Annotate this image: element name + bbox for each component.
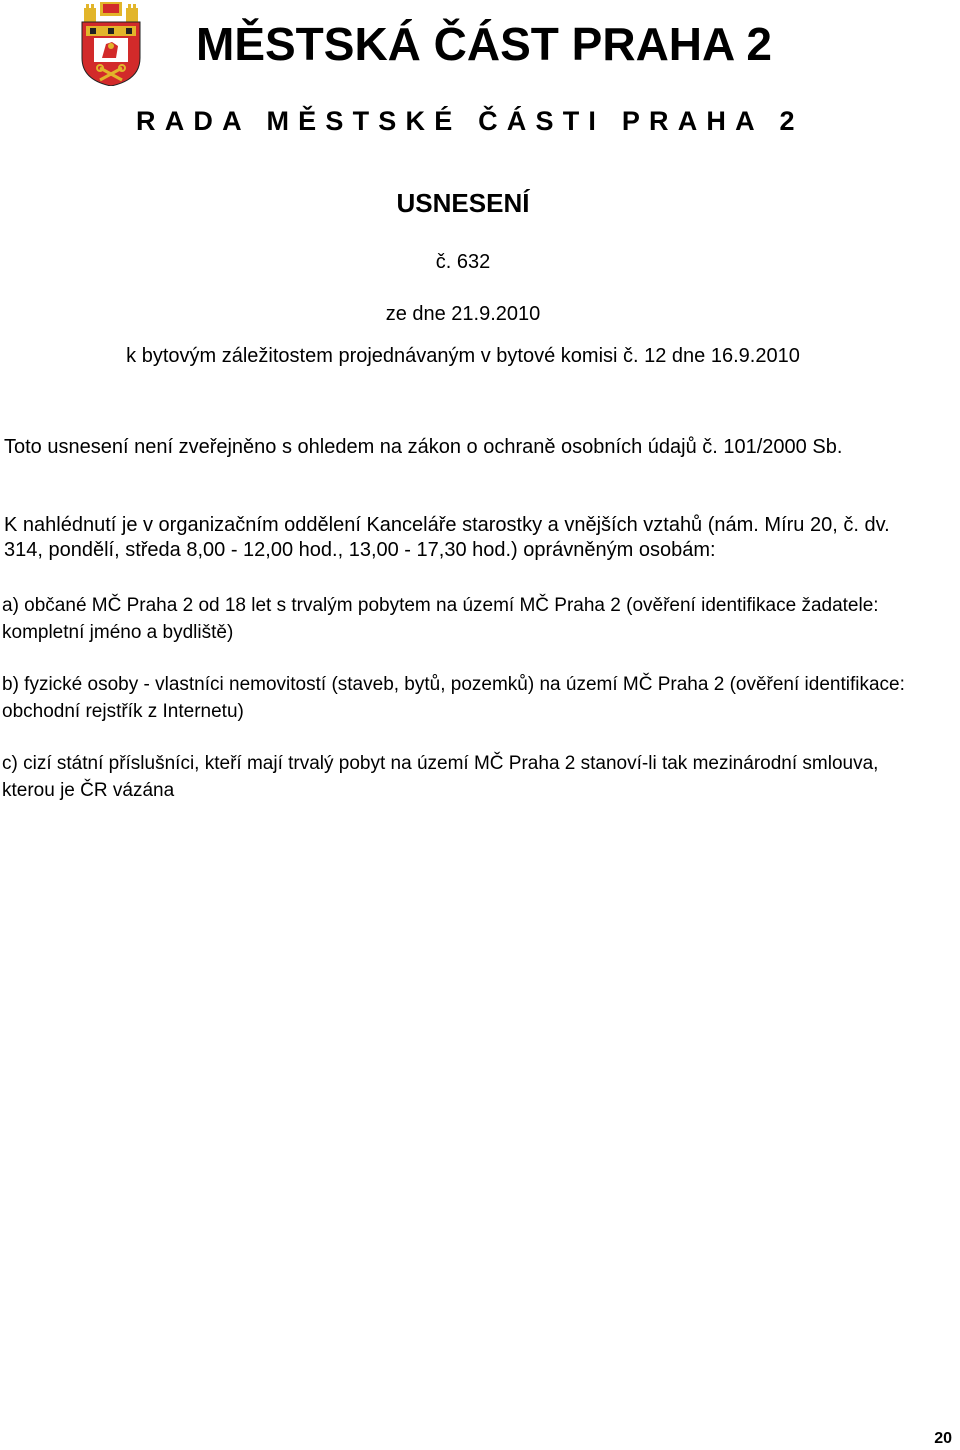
org-name: MĚSTSKÁ ČÁST PRAHA 2: [196, 18, 772, 70]
city-crest-icon: [80, 2, 142, 86]
council-name: RADA MĚSTSKÉ ČÁSTI PRAHA 2: [136, 106, 804, 136]
resolution-number: č. 632: [435, 251, 491, 273]
privacy-notice: Toto usnesení není zveřejněno s ohledem na zákon o ochraně osobních údajů č. 101/2000 Sb.: [4, 436, 843, 458]
resolution-subject: k bytovým záležitostem projednávaným v bytové komisi č. 12 dne 16.9.2010: [126, 345, 800, 367]
page-number: 20: [934, 1430, 952, 1447]
list-item-c: c) cizí státní příslušníci, kteří mají trvalý pobyt na území MČ Praha 2 stanoví-li tak mezinárodní smlouva, kterou je ČR vázána: [2, 753, 879, 801]
list-item-b: b) fyzické osoby - vlastníci nemovitostí (staveb, bytů, pozemků) na území MČ Praha 2 (ověření identifikace: obchodní rejstřík z Internetu): [2, 674, 905, 722]
document-title: USNESENÍ: [396, 188, 530, 218]
resolution-date: ze dne 21.9.2010: [385, 303, 541, 325]
list-item-a: a) občané MČ Praha 2 od 18 let s trvalým pobytem na území MČ Praha 2 (ověření identifikace žadatele: kompletní jméno a bydliště): [2, 595, 879, 643]
access-info: K nahlédnutí je v organizačním oddělení Kanceláře starostky a vnějších vztahů (nám. Míru 20, č. dv. 314, pondělí, středa 8,00 - 12,00 hod., 13,00 - 17,30 hod.) oprávněným osobám:: [4, 514, 890, 561]
